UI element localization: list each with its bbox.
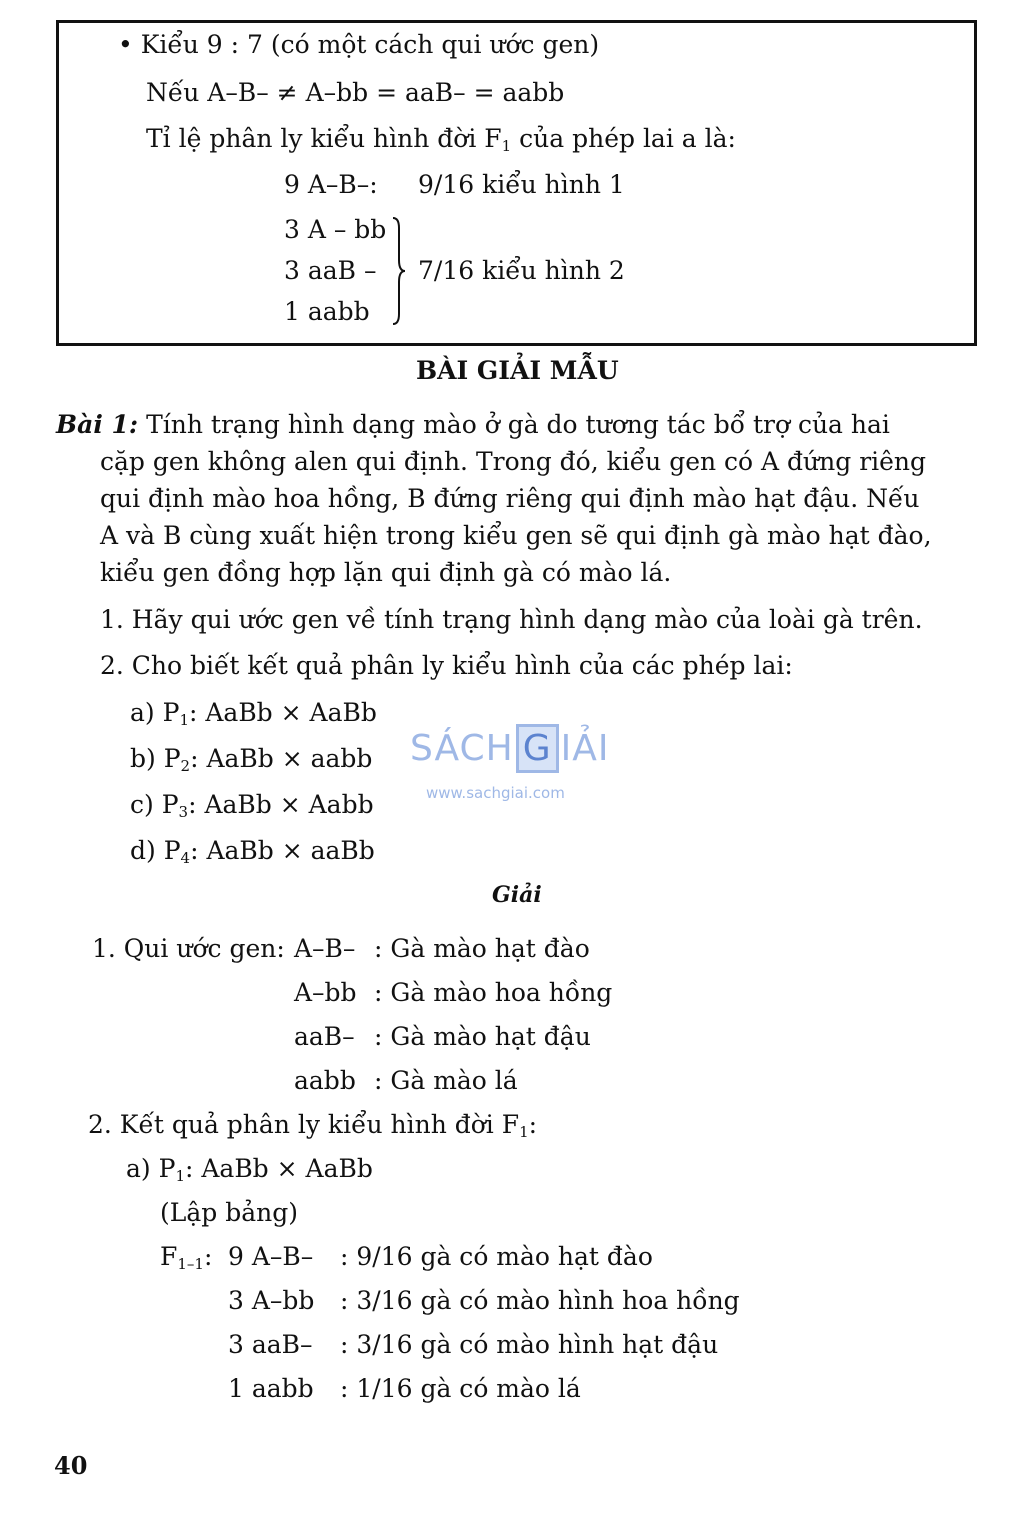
problem-line-5: kiểu gen đồng hợp lặn qui định gà có mào lá. xyxy=(100,558,672,587)
question-2: 2. Cho biết kết quả phân ly kiểu hình của các phép lai: xyxy=(100,651,793,680)
result-3-genotype: 3 aaB– xyxy=(228,1330,313,1359)
cross-d: d) $P_4$: AaBb × aaBb xyxy=(130,836,375,867)
solution-title: Giải xyxy=(492,882,542,908)
solution-cross-a: a) $P_1$: AaBb × AaBb xyxy=(126,1154,373,1185)
problem-line-2: cặp gen không alen qui định. Trong đó, kiểu gen có A đứng riêng xyxy=(100,447,927,476)
cross-b: b) $P_2$: AaBb × aabb xyxy=(130,744,373,775)
bullet-icon: • xyxy=(118,30,133,59)
solution-1-label: 1. Qui ước gen: xyxy=(92,934,285,963)
gene-4-desc: : Gà mào lá xyxy=(374,1066,518,1095)
result-4-ratio: : 1/16 gà có mào lá xyxy=(340,1374,581,1403)
solution-2-label: 2. Kết quả phân ly kiểu hình đời $F_1$: xyxy=(88,1110,538,1141)
problem-label: Bài 1: xyxy=(56,410,139,439)
result-1-ratio: : 9/16 gà có mào hạt đào xyxy=(340,1242,653,1271)
problem-line-3: qui định mào hoa hồng, B đứng riêng qui định mào hạt đậu. Nếu xyxy=(100,484,920,513)
gene-3-code: aaB– xyxy=(294,1022,355,1051)
page-number: 40 xyxy=(54,1451,88,1480)
result-1-genotype: 9 A–B– xyxy=(228,1242,314,1271)
watermark xyxy=(410,708,620,808)
gene-2-code: A–bb xyxy=(294,978,357,1007)
cross-c: c) $P_3$: AaBb × Aabb xyxy=(130,790,374,821)
gene-1-desc: : Gà mào hạt đào xyxy=(374,934,590,963)
rule-ratio-intro: Tỉ lệ phân ly kiểu hình đời $F_1$ của phép lai a là: xyxy=(146,124,736,155)
table-note: (Lập bảng) xyxy=(160,1198,298,1227)
rule-title-line: • Kiểu 9 : 7 (có một cách qui ước gen) xyxy=(118,30,600,59)
result-2-ratio: : 3/16 gà có mào hình hoa hồng xyxy=(340,1286,740,1315)
ratio-row-1-genotype: 9 A–B–: xyxy=(284,170,378,199)
watermark-url: www.sachgiai.com xyxy=(426,784,565,802)
gene-1-code: A–B– xyxy=(294,934,356,963)
gene-3-desc: : Gà mào hạt đậu xyxy=(374,1022,591,1051)
curly-brace-icon xyxy=(392,216,406,326)
problem-line-1: Bài 1: Tính trạng hình dạng mào ở gà do tương tác bổ trợ của hai xyxy=(56,410,890,439)
ratio-row-2-genotype: 3 A – bb xyxy=(284,215,387,244)
question-1: 1. Hãy qui ước gen về tính trạng hình dạng mào của loài gà trên. xyxy=(100,605,923,634)
result-3-ratio: : 3/16 gà có mào hình hạt đậu xyxy=(340,1330,719,1359)
cross-a: a) $P_1$: AaBb × AaBb xyxy=(130,698,377,729)
gene-4-code: aabb xyxy=(294,1066,356,1095)
ratio-row-3-genotype: 3 aaB – xyxy=(284,256,377,285)
gene-2-desc: : Gà mào hoa hồng xyxy=(374,978,613,1007)
result-4-genotype: 1 aabb xyxy=(228,1374,314,1403)
result-2-genotype: 3 A–bb xyxy=(228,1286,315,1315)
ratio-row-1-phenotype: 9/16 kiểu hình 1 xyxy=(418,170,625,199)
watermark-logo: SÁCH G IẢI xyxy=(410,724,610,773)
ratio-row-4-genotype: 1 aabb xyxy=(284,297,370,326)
offspring-label: $F_{1-1}$: xyxy=(160,1242,213,1273)
section-heading: BÀI GIẢI MẪU xyxy=(416,356,619,385)
problem-line-4: A và B cùng xuất hiện trong kiểu gen sẽ qui định gà mào hạt đào, xyxy=(100,521,932,550)
rule-condition: Nếu A–B– ≠ A–bb = aaB– = aabb xyxy=(146,78,565,107)
ratio-group-phenotype: 7/16 kiểu hình 2 xyxy=(418,256,625,285)
